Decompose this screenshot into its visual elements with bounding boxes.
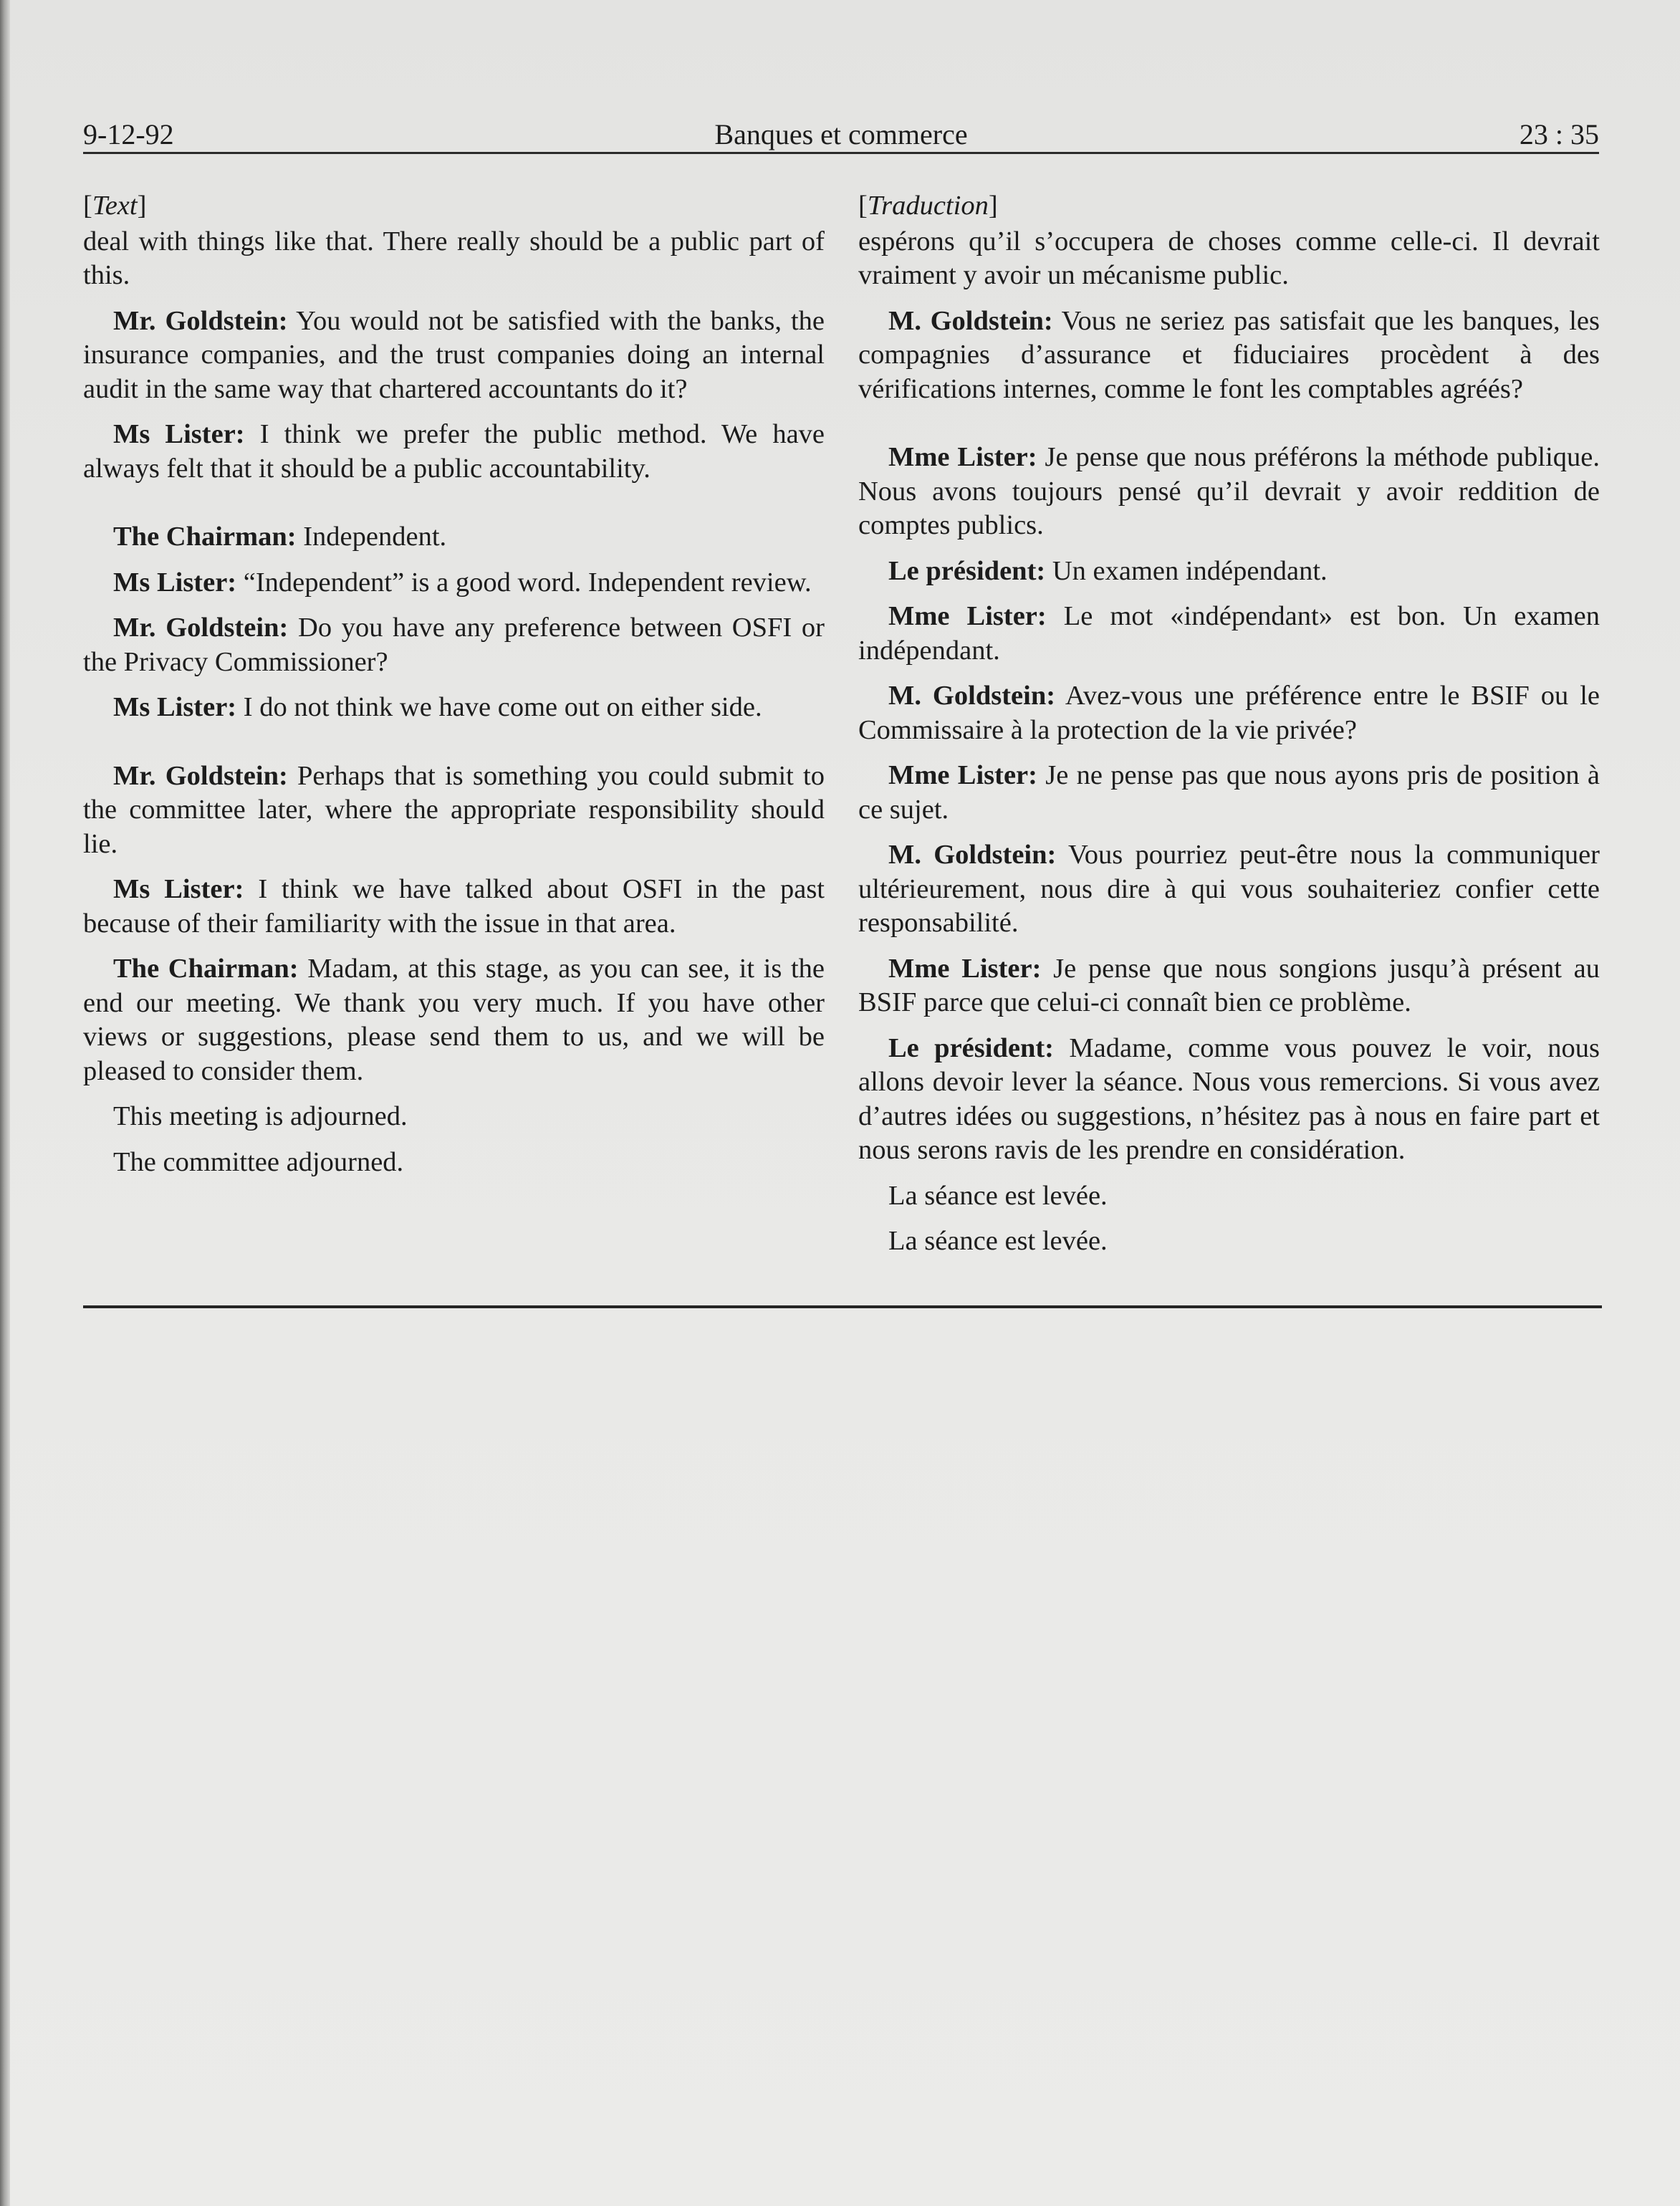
speaker-name: Le président:: [888, 555, 1046, 586]
speech-text: Vous pourriez peut-être nous la communiquer ultérieurement, nous dire à qui vous souhaiteriez confier cette responsabilité.: [858, 840, 1600, 938]
transcript-entry: [83, 759, 825, 862]
right-column-french: [858, 189, 1600, 1270]
adjournment-line: This meeting is adjourned.: [113, 1101, 408, 1131]
speech-text: Le mot «indépendant» est bon. Un examen indépendant.: [858, 601, 1600, 666]
speech-text: Je pense que nous préférons la méthode publique. Nous avons toujours pensé qu’il devrait y avoir reddition de comptes publics.: [858, 442, 1600, 540]
speech-text: Madam, at this stage, as you can see, it is the end our meeting. We thank you very much. If you have other views or suggestions, please send them to us, and we will be pleased to consider them.: [83, 954, 825, 1086]
speech-text: Je ne pense pas que nous ayons pris de position à ce sujet.: [858, 760, 1600, 825]
speaker-name: Ms Lister:: [113, 692, 237, 722]
transcript-entry: [858, 838, 1600, 941]
speaker-name: Mme Lister:: [888, 760, 1037, 790]
speaker-name: Mr. Goldstein:: [113, 613, 289, 643]
speech-text: Perhaps that is something you could submit to the committee later, where the appropriate responsibility should lie.: [83, 760, 825, 859]
transcript-entry: [83, 418, 825, 486]
speech-text: “Independent” is a good word. Independent review.: [243, 567, 812, 598]
running-header: [83, 115, 1599, 154]
speech-text: Madame, comme vous pouvez le voir, nous allons devoir lever la séance. Nous vous remercions. Si vous avez d’autres idées ou suggestions, n’hésitez pas à nous en faire part et nous serons ravis de les prendre en considération.: [858, 1032, 1600, 1165]
speaker-name: Mme Lister:: [888, 601, 1047, 631]
transcript-entry: [83, 566, 825, 600]
transcript-entry: [858, 679, 1600, 747]
speech-text: Je pense que nous songions jusqu’à présent au BSIF parce que celui-ci connaît bien ce problème.: [858, 953, 1600, 1017]
adjournment-line: La séance est levée.: [888, 1180, 1108, 1211]
speech-text: I do not think we have come out on either side.: [243, 692, 762, 722]
speech-text: You would not be satisfied with the banks, the insurance companies, and the trust companies doing an internal audit in the same way that chartered accountants do it?: [83, 305, 825, 404]
speaker-name: Mme Lister:: [888, 953, 1042, 984]
transcript-entry: [83, 611, 825, 679]
adjournment-line: La séance est levée.: [888, 1226, 1108, 1256]
header-title: Banques et commerce: [714, 118, 968, 150]
language-tag: [Text]: [83, 191, 147, 221]
transcript-entry: [83, 952, 825, 1088]
speaker-name: Le président:: [888, 1032, 1054, 1063]
speaker-name: M. Goldstein:: [888, 840, 1057, 870]
speech-text: Avez-vous une préférence entre le BSIF ou le Commissaire à la protection de la vie privée?: [858, 681, 1600, 745]
speaker-name: Mr. Goldstein:: [113, 305, 288, 336]
speaker-name: M. Goldstein:: [888, 681, 1056, 711]
transcript-entry: [83, 520, 825, 555]
transcript-entry: [858, 600, 1600, 668]
transcript-entry: [858, 441, 1600, 543]
left-column-english: [83, 189, 825, 1191]
speaker-name: The Chairman:: [113, 954, 299, 984]
continuation-paragraph: deal with things like that. There really should be a public part of this.: [83, 226, 825, 290]
transcript-entry: [83, 873, 825, 941]
speech-text: I think we prefer the public method. We have always felt that it should be a public accountability.: [83, 419, 825, 484]
speaker-name: Ms Lister:: [113, 419, 245, 449]
speaker-name: The Chairman:: [113, 522, 297, 552]
adjournment-line: The committee adjourned.: [113, 1146, 404, 1177]
speaker-name: Mr. Goldstein:: [113, 760, 288, 791]
speech-text: I think we have talked about OSFI in the past because of their familiarity with the issue in that area.: [83, 874, 825, 939]
transcript-entry: [858, 555, 1600, 589]
transcript-entry: [83, 304, 825, 407]
transcript-entry: [83, 691, 825, 725]
speech-text: Vous ne seriez pas satisfait que les banques, les compagnies d’assurance et fiduciaires procèdent à des vérifications internes, comme le font les comptables agréés?: [858, 305, 1600, 404]
speech-text: Un examen indépendant.: [1052, 555, 1328, 586]
language-tag: [Traduction]: [858, 191, 998, 221]
page-binding-edge: [0, 0, 10, 2206]
speech-text: Do you have any preference between OSFI or the Privacy Commissioner?: [83, 613, 825, 677]
transcript-entry: [858, 952, 1600, 1020]
header-page-number: 23 : 35: [1519, 118, 1599, 150]
closing-rule: [83, 1305, 1602, 1308]
speaker-name: Ms Lister:: [113, 874, 244, 904]
speaker-name: Mme Lister:: [888, 442, 1037, 472]
transcript-entry: [858, 759, 1600, 827]
transcript-entry: [858, 1032, 1600, 1168]
continuation-paragraph: espérons qu’il s’occupera de choses comme celle-ci. Il devrait vraiment y avoir un mécanisme public.: [858, 226, 1600, 290]
speech-text: Independent.: [303, 522, 447, 552]
transcript-entry: [858, 304, 1600, 407]
header-date: 9-12-92: [83, 118, 174, 150]
speaker-name: M. Goldstein:: [888, 305, 1053, 336]
speaker-name: Ms Lister:: [113, 567, 237, 598]
